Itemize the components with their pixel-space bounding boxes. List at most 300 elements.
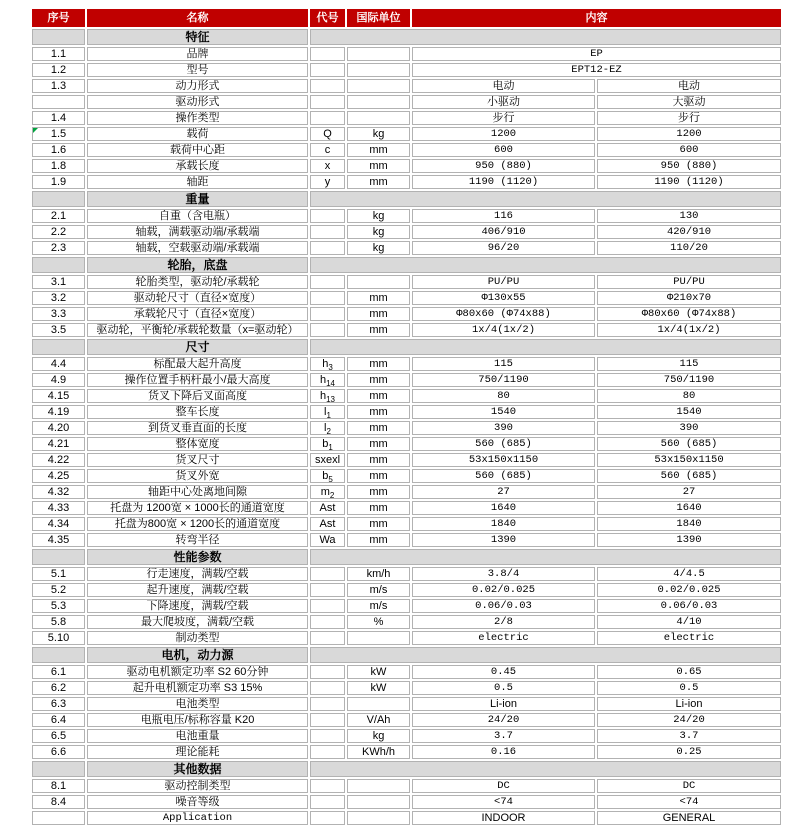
section-no-cell (32, 647, 85, 663)
name-cell: 制动类型 (87, 631, 308, 645)
spec-row (32, 291, 781, 305)
spec-row (32, 79, 781, 93)
spec-row (32, 437, 781, 451)
value-cell: 1x/4(1x/2) (412, 323, 595, 337)
value-cell: 560 (685) (412, 437, 595, 451)
spec-row (32, 779, 781, 793)
unit-cell: mm (347, 485, 410, 499)
section-row (32, 339, 781, 355)
value-cell: 96/20 (412, 241, 595, 255)
value-cell: 406/910 (412, 225, 595, 239)
spec-row (32, 63, 781, 77)
spec-row (32, 729, 781, 743)
name-cell: 型号 (87, 63, 308, 77)
section-no-cell (32, 339, 85, 355)
header-cell-content: 内容 (412, 9, 781, 27)
spec-row (32, 795, 781, 809)
code-cell (310, 713, 345, 727)
row-number-cell: 6.2 (32, 681, 85, 695)
code-cell (310, 615, 345, 629)
row-number-cell: 2.2 (32, 225, 85, 239)
unit-cell: mm (347, 469, 410, 483)
value-cell: 80 (412, 389, 595, 403)
unit-cell (347, 47, 410, 61)
row-number-cell: 2.1 (32, 209, 85, 223)
value-cell: Φ80x60 (Φ74x88) (412, 307, 595, 321)
spec-row (32, 453, 781, 467)
code-cell (310, 779, 345, 793)
spec-row (32, 373, 781, 387)
row-number-cell: 4.35 (32, 533, 85, 547)
code-cell (310, 681, 345, 695)
section-no-cell (32, 257, 85, 273)
unit-cell: mm (347, 357, 410, 371)
unit-cell: mm (347, 291, 410, 305)
code-cell: c (310, 143, 345, 157)
section-row (32, 29, 781, 45)
value-cell: Φ80x60 (Φ74x88) (597, 307, 781, 321)
row-number-cell: 1.3 (32, 79, 85, 93)
unit-cell (347, 779, 410, 793)
unit-cell: mm (347, 143, 410, 157)
unit-cell: mm (347, 159, 410, 173)
code-cell (310, 729, 345, 743)
row-number-cell: 1.9 (32, 175, 85, 189)
code-cell: $h_3$ (310, 357, 345, 371)
section-no-cell (32, 761, 85, 777)
value-cell: 0.5 (597, 681, 781, 695)
section-filler-cell (310, 761, 781, 777)
row-number-cell: 5.10 (32, 631, 85, 645)
row-number-cell: 3.2 (32, 291, 85, 305)
name-cell: 轴距中心处离地间隙 (87, 485, 308, 499)
unit-cell: mm (347, 405, 410, 419)
row-number-cell: 1.2 (32, 63, 85, 77)
spec-row (32, 567, 781, 581)
value-cell: INDOOR (412, 811, 595, 825)
code-cell (310, 63, 345, 77)
code-cell: $m_2$ (310, 485, 345, 499)
value-cell: Li-ion (597, 697, 781, 711)
section-no-cell (32, 29, 85, 45)
row-number-cell: 3.3 (32, 307, 85, 321)
spec-row (32, 143, 781, 157)
code-cell: $b_1$ (310, 437, 345, 451)
value-cell: Φ210x70 (597, 291, 781, 305)
name-cell: 标配最大起升高度 (87, 357, 308, 371)
name-cell: 下降速度，满载/空载 (87, 599, 308, 613)
row-number-cell: 5.1 (32, 567, 85, 581)
spec-table-body (32, 29, 781, 825)
value-cell: 950 (880) (412, 159, 595, 173)
spec-row (32, 811, 781, 825)
value-cell: 1840 (412, 517, 595, 531)
unit-cell (347, 811, 410, 825)
value-cell: 116 (412, 209, 595, 223)
value-cell: 24/20 (597, 713, 781, 727)
spec-row (32, 357, 781, 371)
name-cell: 电池重量 (87, 729, 308, 743)
row-number-cell: 6.1 (32, 665, 85, 679)
value-cell: 0.06/0.03 (597, 599, 781, 613)
unit-cell: mm (347, 453, 410, 467)
spec-row (32, 469, 781, 483)
value-cell: 1190 (1120) (412, 175, 595, 189)
row-number-cell: 4.25 (32, 469, 85, 483)
row-number-cell: 3.5 (32, 323, 85, 337)
row-number-cell: 5.3 (32, 599, 85, 613)
value-cell: 1x/4(1x/2) (597, 323, 781, 337)
value-cell: 600 (412, 143, 595, 157)
code-cell (310, 665, 345, 679)
code-cell: $l_1$ (310, 405, 345, 419)
value-cell: EP (412, 47, 781, 61)
name-cell: 操作位置手柄杆最小/最大高度 (87, 373, 308, 387)
code-cell: sxexl (310, 453, 345, 467)
value-cell: 2/8 (412, 615, 595, 629)
value-cell: 0.5 (412, 681, 595, 695)
spec-row (32, 713, 781, 727)
name-cell: 轴载，空载驱动端/承载端 (87, 241, 308, 255)
value-cell: GENERAL (597, 811, 781, 825)
header-cell-name: 名称 (87, 9, 308, 27)
name-cell: 电池类型 (87, 697, 308, 711)
name-cell: 驱动形式 (87, 95, 308, 109)
spec-row (32, 501, 781, 515)
value-cell: 1840 (597, 517, 781, 531)
name-cell: 起升速度，满载/空载 (87, 583, 308, 597)
spec-row (32, 241, 781, 255)
value-cell: 3.7 (412, 729, 595, 743)
unit-cell: mm (347, 373, 410, 387)
unit-cell (347, 111, 410, 125)
section-row (32, 647, 781, 663)
spec-row (32, 583, 781, 597)
value-cell: 1200 (597, 127, 781, 141)
value-cell: 0.25 (597, 745, 781, 759)
code-cell (310, 795, 345, 809)
row-number-cell: 4.20 (32, 421, 85, 435)
unit-cell: mm (347, 175, 410, 189)
row-number-cell: 4.34 (32, 517, 85, 531)
name-cell: 驱动轮尺寸（直径×宽度） (87, 291, 308, 305)
code-cell (310, 275, 345, 289)
spec-row (32, 405, 781, 419)
section-title: 其他数据 (87, 761, 308, 777)
name-cell: 电瓶电压/标称容量 K20 (87, 713, 308, 727)
name-cell: 品牌 (87, 47, 308, 61)
value-cell: 1390 (597, 533, 781, 547)
code-cell (310, 241, 345, 255)
value-cell: 115 (412, 357, 595, 371)
name-cell: 操作类型 (87, 111, 308, 125)
name-cell: 整车长度 (87, 405, 308, 419)
value-cell: 600 (597, 143, 781, 157)
name-cell: 轴距 (87, 175, 308, 189)
unit-cell: mm (347, 501, 410, 515)
row-number-cell: 4.15 (32, 389, 85, 403)
value-cell: 1390 (412, 533, 595, 547)
section-title: 轮胎，底盘 (87, 257, 308, 273)
section-row (32, 761, 781, 777)
value-cell: <74 (597, 795, 781, 809)
code-cell (310, 697, 345, 711)
value-cell: 1640 (412, 501, 595, 515)
spec-row (32, 533, 781, 547)
value-cell: 560 (685) (597, 437, 781, 451)
code-cell (310, 291, 345, 305)
code-cell: $l_2$ (310, 421, 345, 435)
spec-row (32, 209, 781, 223)
code-cell: $b_5$ (310, 469, 345, 483)
row-number-cell: 6.3 (32, 697, 85, 711)
value-cell: 4/4.5 (597, 567, 781, 581)
value-cell: 1540 (597, 405, 781, 419)
row-number-cell: 1.8 (32, 159, 85, 173)
code-cell: Wa (310, 533, 345, 547)
name-cell: 噪音等级 (87, 795, 308, 809)
row-number-cell: 6.6 (32, 745, 85, 759)
spec-row (32, 631, 781, 645)
name-cell: 起升电机额定功率 S3 15% (87, 681, 308, 695)
value-cell: 53x150x1150 (597, 453, 781, 467)
value-cell: 0.06/0.03 (412, 599, 595, 613)
code-cell (310, 95, 345, 109)
code-cell: Q (310, 127, 345, 141)
spec-row (32, 307, 781, 321)
code-cell (310, 599, 345, 613)
spec-row (32, 421, 781, 435)
spec-row (32, 389, 781, 403)
value-cell: electric (412, 631, 595, 645)
code-cell (310, 209, 345, 223)
row-number-cell: 4.21 (32, 437, 85, 451)
value-cell: PU/PU (597, 275, 781, 289)
name-cell: 自重（含电瓶） (87, 209, 308, 223)
value-cell: 560 (685) (412, 469, 595, 483)
unit-cell (347, 95, 410, 109)
value-cell: 电动 (597, 79, 781, 93)
name-cell: 承载长度 (87, 159, 308, 173)
unit-cell: mm (347, 533, 410, 547)
section-row (32, 549, 781, 565)
name-cell: 货叉尺寸 (87, 453, 308, 467)
unit-cell: kg (347, 241, 410, 255)
value-cell: 53x150x1150 (412, 453, 595, 467)
code-cell (310, 47, 345, 61)
name-cell: 驱动控制类型 (87, 779, 308, 793)
section-title: 电机，动力源 (87, 647, 308, 663)
unit-cell: kW (347, 681, 410, 695)
name-cell: 货叉外宽 (87, 469, 308, 483)
section-title: 性能参数 (87, 549, 308, 565)
header-cell-no: 序号 (32, 9, 85, 27)
spec-row (32, 665, 781, 679)
unit-cell: mm (347, 437, 410, 451)
spec-row (32, 95, 781, 109)
row-number-cell: 6.5 (32, 729, 85, 743)
unit-cell: m/s (347, 583, 410, 597)
name-cell: Application (87, 811, 308, 825)
row-number-cell: 4.32 (32, 485, 85, 499)
value-cell: 560 (685) (597, 469, 781, 483)
row-number-cell: 8.1 (32, 779, 85, 793)
row-number-cell: 1.5 (32, 127, 85, 141)
unit-cell: m/s (347, 599, 410, 613)
code-cell (310, 745, 345, 759)
section-filler-cell (310, 647, 781, 663)
unit-cell: mm (347, 323, 410, 337)
row-number-cell: 6.4 (32, 713, 85, 727)
unit-cell: kW (347, 665, 410, 679)
value-cell: 0.02/0.025 (412, 583, 595, 597)
section-filler-cell (310, 549, 781, 565)
header-cell-unit: 国际单位 (347, 9, 410, 27)
value-cell: 电动 (412, 79, 595, 93)
value-cell: 1190 (1120) (597, 175, 781, 189)
section-filler-cell (310, 339, 781, 355)
unit-cell (347, 631, 410, 645)
unit-cell: mm (347, 389, 410, 403)
value-cell: PU/PU (412, 275, 595, 289)
value-cell: 130 (597, 209, 781, 223)
value-cell: 0.16 (412, 745, 595, 759)
value-cell: 750/1190 (412, 373, 595, 387)
name-cell: 托盘为800宽 × 1200长的通道宽度 (87, 517, 308, 531)
unit-cell: kg (347, 729, 410, 743)
value-cell: 4/10 (597, 615, 781, 629)
code-cell (310, 811, 345, 825)
unit-cell: kg (347, 209, 410, 223)
row-number-cell: 2.3 (32, 241, 85, 255)
unit-cell (347, 697, 410, 711)
value-cell: 115 (597, 357, 781, 371)
section-filler-cell (310, 191, 781, 207)
unit-cell (347, 795, 410, 809)
value-cell: 420/910 (597, 225, 781, 239)
row-number-cell: 3.1 (32, 275, 85, 289)
name-cell: 行走速度，满载/空载 (87, 567, 308, 581)
row-number-cell: 4.22 (32, 453, 85, 467)
unit-cell: % (347, 615, 410, 629)
name-cell: 载荷 (87, 127, 308, 141)
row-number-cell: 5.8 (32, 615, 85, 629)
spec-row (32, 275, 781, 289)
code-cell (310, 111, 345, 125)
name-cell: 承载轮尺寸（直径×宽度） (87, 307, 308, 321)
spec-row (32, 615, 781, 629)
unit-cell: V/Ah (347, 713, 410, 727)
value-cell: DC (597, 779, 781, 793)
code-cell: $h_{14}$ (310, 373, 345, 387)
spec-row (32, 111, 781, 125)
row-number-cell: 4.4 (32, 357, 85, 371)
spec-row (32, 323, 781, 337)
unit-cell: mm (347, 517, 410, 531)
name-cell: 理论能耗 (87, 745, 308, 759)
row-number-cell: 1.4 (32, 111, 85, 125)
name-cell: 整体宽度 (87, 437, 308, 451)
code-cell (310, 631, 345, 645)
value-cell: 1540 (412, 405, 595, 419)
name-cell: 轮胎类型，驱动轮/承载轮 (87, 275, 308, 289)
name-cell: 驱动电机额定功率 S2 60分钟 (87, 665, 308, 679)
unit-cell: mm (347, 421, 410, 435)
name-cell: 到货叉垂直面的长度 (87, 421, 308, 435)
value-cell: Li-ion (412, 697, 595, 711)
spec-row (32, 485, 781, 499)
spec-row (32, 697, 781, 711)
section-title: 尺寸 (87, 339, 308, 355)
value-cell: 0.45 (412, 665, 595, 679)
code-cell (310, 567, 345, 581)
value-cell: 1200 (412, 127, 595, 141)
name-cell: 动力形式 (87, 79, 308, 93)
row-number-cell: 1.6 (32, 143, 85, 157)
value-cell: 950 (880) (597, 159, 781, 173)
unit-cell: KWh/h (347, 745, 410, 759)
unit-cell: kg (347, 225, 410, 239)
name-cell: 托盘为 1200宽 × 1000长的通道宽度 (87, 501, 308, 515)
comment-marker-icon (33, 128, 38, 133)
value-cell: 0.02/0.025 (597, 583, 781, 597)
value-cell: 0.65 (597, 665, 781, 679)
spec-row (32, 175, 781, 189)
value-cell: 750/1190 (597, 373, 781, 387)
value-cell: 110/20 (597, 241, 781, 255)
value-cell: 大驱动 (597, 95, 781, 109)
section-no-cell (32, 191, 85, 207)
spec-row (32, 745, 781, 759)
name-cell: 轴载，满载驱动端/承载端 (87, 225, 308, 239)
spec-table (30, 7, 783, 827)
section-row (32, 191, 781, 207)
section-filler-cell (310, 29, 781, 45)
spec-row (32, 599, 781, 613)
name-cell: 转弯半径 (87, 533, 308, 547)
name-cell: 最大爬坡度，满载/空载 (87, 615, 308, 629)
row-number-cell: 1.1 (32, 47, 85, 61)
section-row (32, 257, 781, 273)
name-cell: 货叉下降后叉面高度 (87, 389, 308, 403)
name-cell: 载荷中心距 (87, 143, 308, 157)
spec-row (32, 225, 781, 239)
section-filler-cell (310, 257, 781, 273)
value-cell: 小驱动 (412, 95, 595, 109)
unit-cell (347, 275, 410, 289)
spec-row (32, 127, 781, 141)
row-number-cell: 4.19 (32, 405, 85, 419)
row-number-cell (32, 811, 85, 825)
value-cell: <74 (412, 795, 595, 809)
header-row (32, 9, 781, 27)
value-cell: Φ130x55 (412, 291, 595, 305)
spec-row (32, 681, 781, 695)
unit-cell: mm (347, 307, 410, 321)
value-cell: 27 (412, 485, 595, 499)
value-cell: 3.8/4 (412, 567, 595, 581)
code-cell: x (310, 159, 345, 173)
row-number-cell: 5.2 (32, 583, 85, 597)
unit-cell (347, 79, 410, 93)
name-cell: 驱动轮，平衡轮/承载轮数量（x=驱动轮） (87, 323, 308, 337)
section-title: 特征 (87, 29, 308, 45)
value-cell: EPT12-EZ (412, 63, 781, 77)
row-number-cell: 8.4 (32, 795, 85, 809)
code-cell: $h_{13}$ (310, 389, 345, 403)
code-cell: y (310, 175, 345, 189)
row-number-cell: 4.33 (32, 501, 85, 515)
